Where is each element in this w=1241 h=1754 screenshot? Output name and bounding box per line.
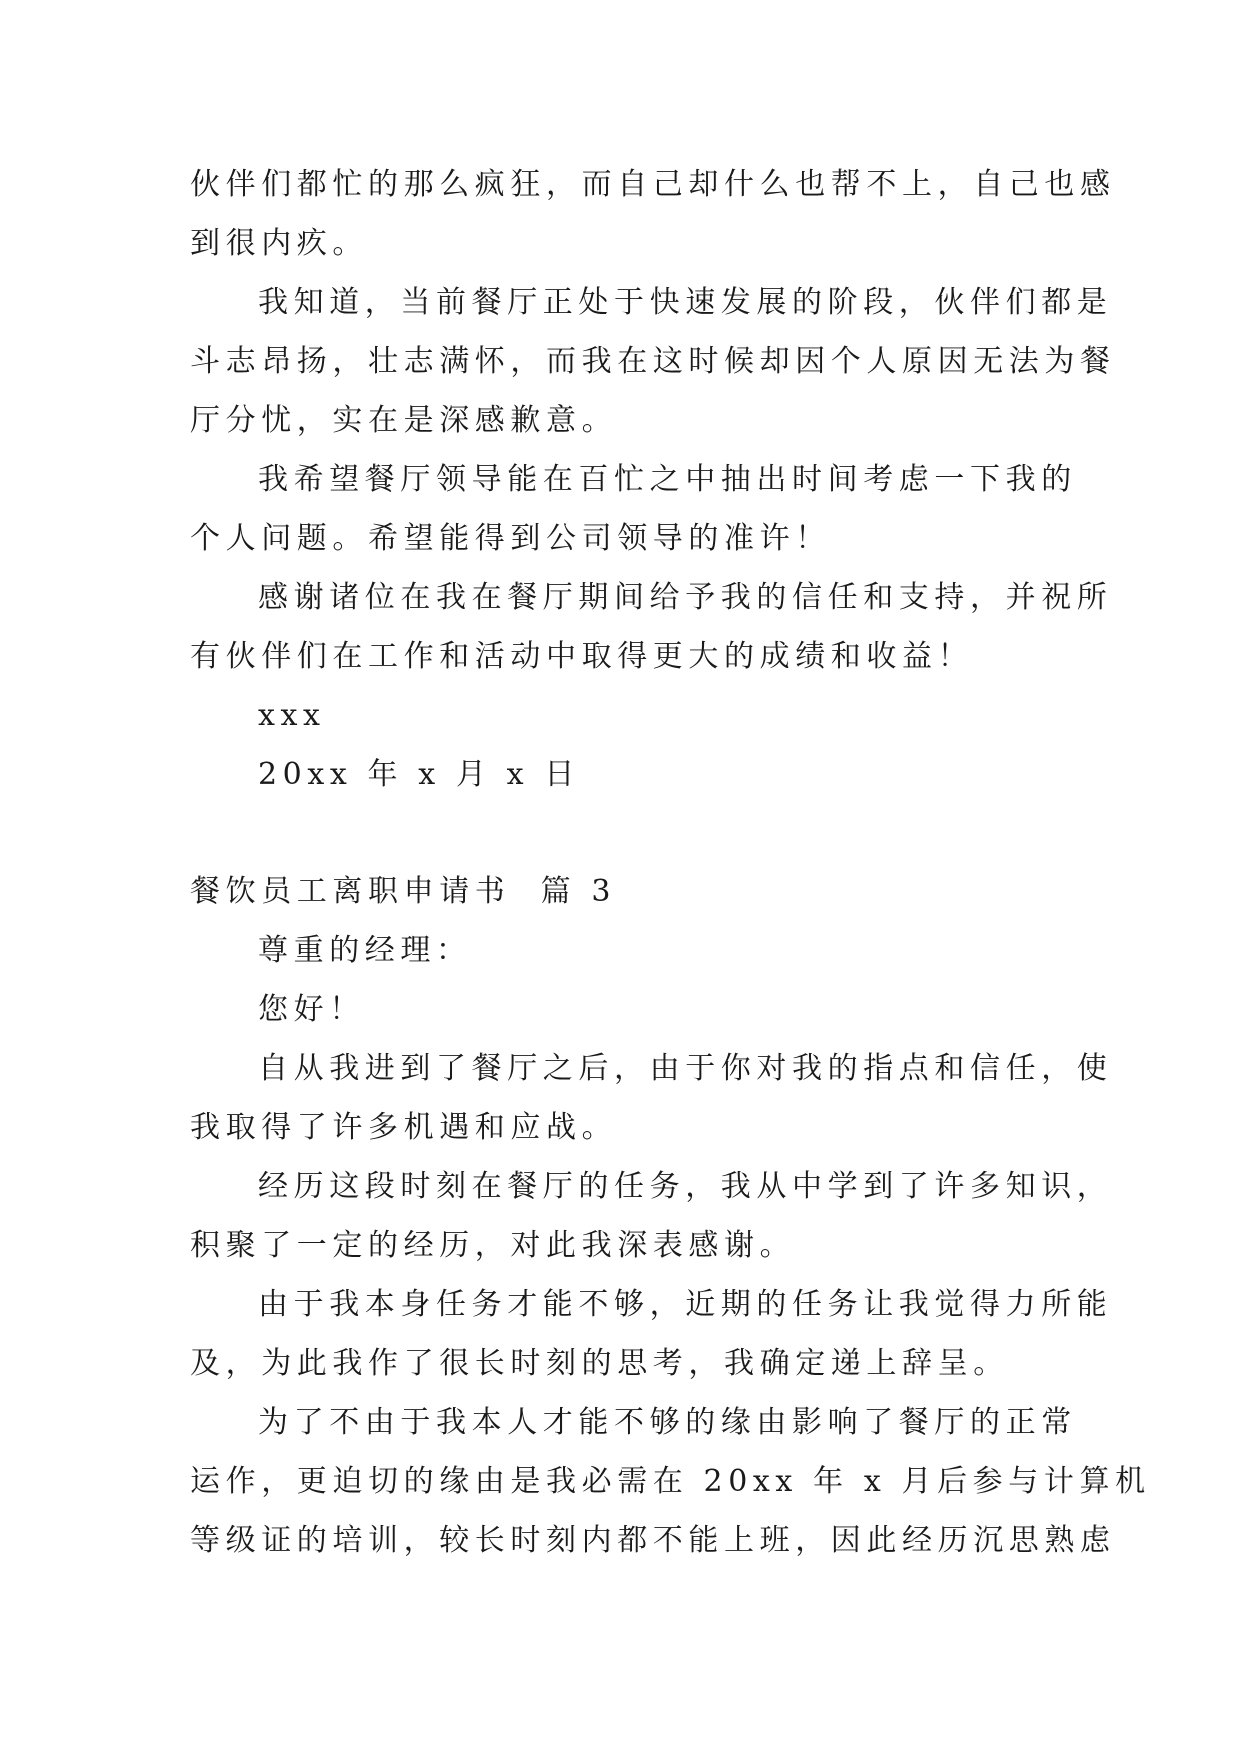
greeting: 您好！ [258,992,365,1027]
s1-p4-line2: 有伙伴们在工作和活动中取得更大的成绩和收益！ [190,639,974,674]
s2-p1-line2: 我取得了许多机遇和应战。 [190,1110,618,1145]
s1-p1-line1: 伙伴们都忙的那么疯狂，而自己却什么也帮不上，自己也感 [190,167,1116,202]
s1-p3-line2: 个人问题。希望能得到公司领导的准许！ [190,521,831,556]
s1-p2-line3: 厅分忧，实在是深感歉意。 [190,403,618,438]
s1-p2-line2: 斗志昂扬，壮志满怀，而我在这时候却因个人原因无法为餐 [190,344,1116,379]
s1-p4-line1: 感谢诸位在我在餐厅期间给予我的信任和支持，并祝所 [258,580,1113,615]
s2-p4-line2: 运作，更迫切的缘由是我必需在 20xx 年 x 月后参与计算机 [190,1464,1151,1499]
s2-p2-line2: 积聚了一定的经历，对此我深表感谢。 [190,1228,796,1263]
s2-p2-line1: 经历这段时刻在餐厅的任务，我从中学到了许多知识， [258,1169,1113,1204]
s1-p1-line2: 到很内疚。 [190,226,368,261]
signature: xxx [258,698,326,733]
s2-p4-line3: 等级证的培训，较长时刻内都不能上班，因此经历沉思熟虑 [190,1523,1116,1558]
s2-p3-line2: 及，为此我作了很长时刻的思考，我确定递上辞呈。 [190,1346,1009,1381]
salutation: 尊重的经理： [258,933,472,968]
section-heading: 餐饮员工离职申请书 篇 3 [190,874,617,909]
date-line: 20xx 年 x 月 x 日 [258,757,580,792]
s1-p2-line1: 我知道，当前餐厅正处于快速发展的阶段，伙伴们都是 [258,285,1113,320]
s2-p4-line1: 为了不由于我本人才能不够的缘由影响了餐厅的正常 [258,1405,1077,1440]
s2-p1-line1: 自从我进到了餐厅之后，由于你对我的指点和信任，使 [258,1051,1113,1086]
s1-p3-line1: 我希望餐厅领导能在百忙之中抽出时间考虑一下我的 [258,462,1077,497]
s2-p3-line1: 由于我本身任务才能不够，近期的任务让我觉得力所能 [258,1287,1113,1322]
